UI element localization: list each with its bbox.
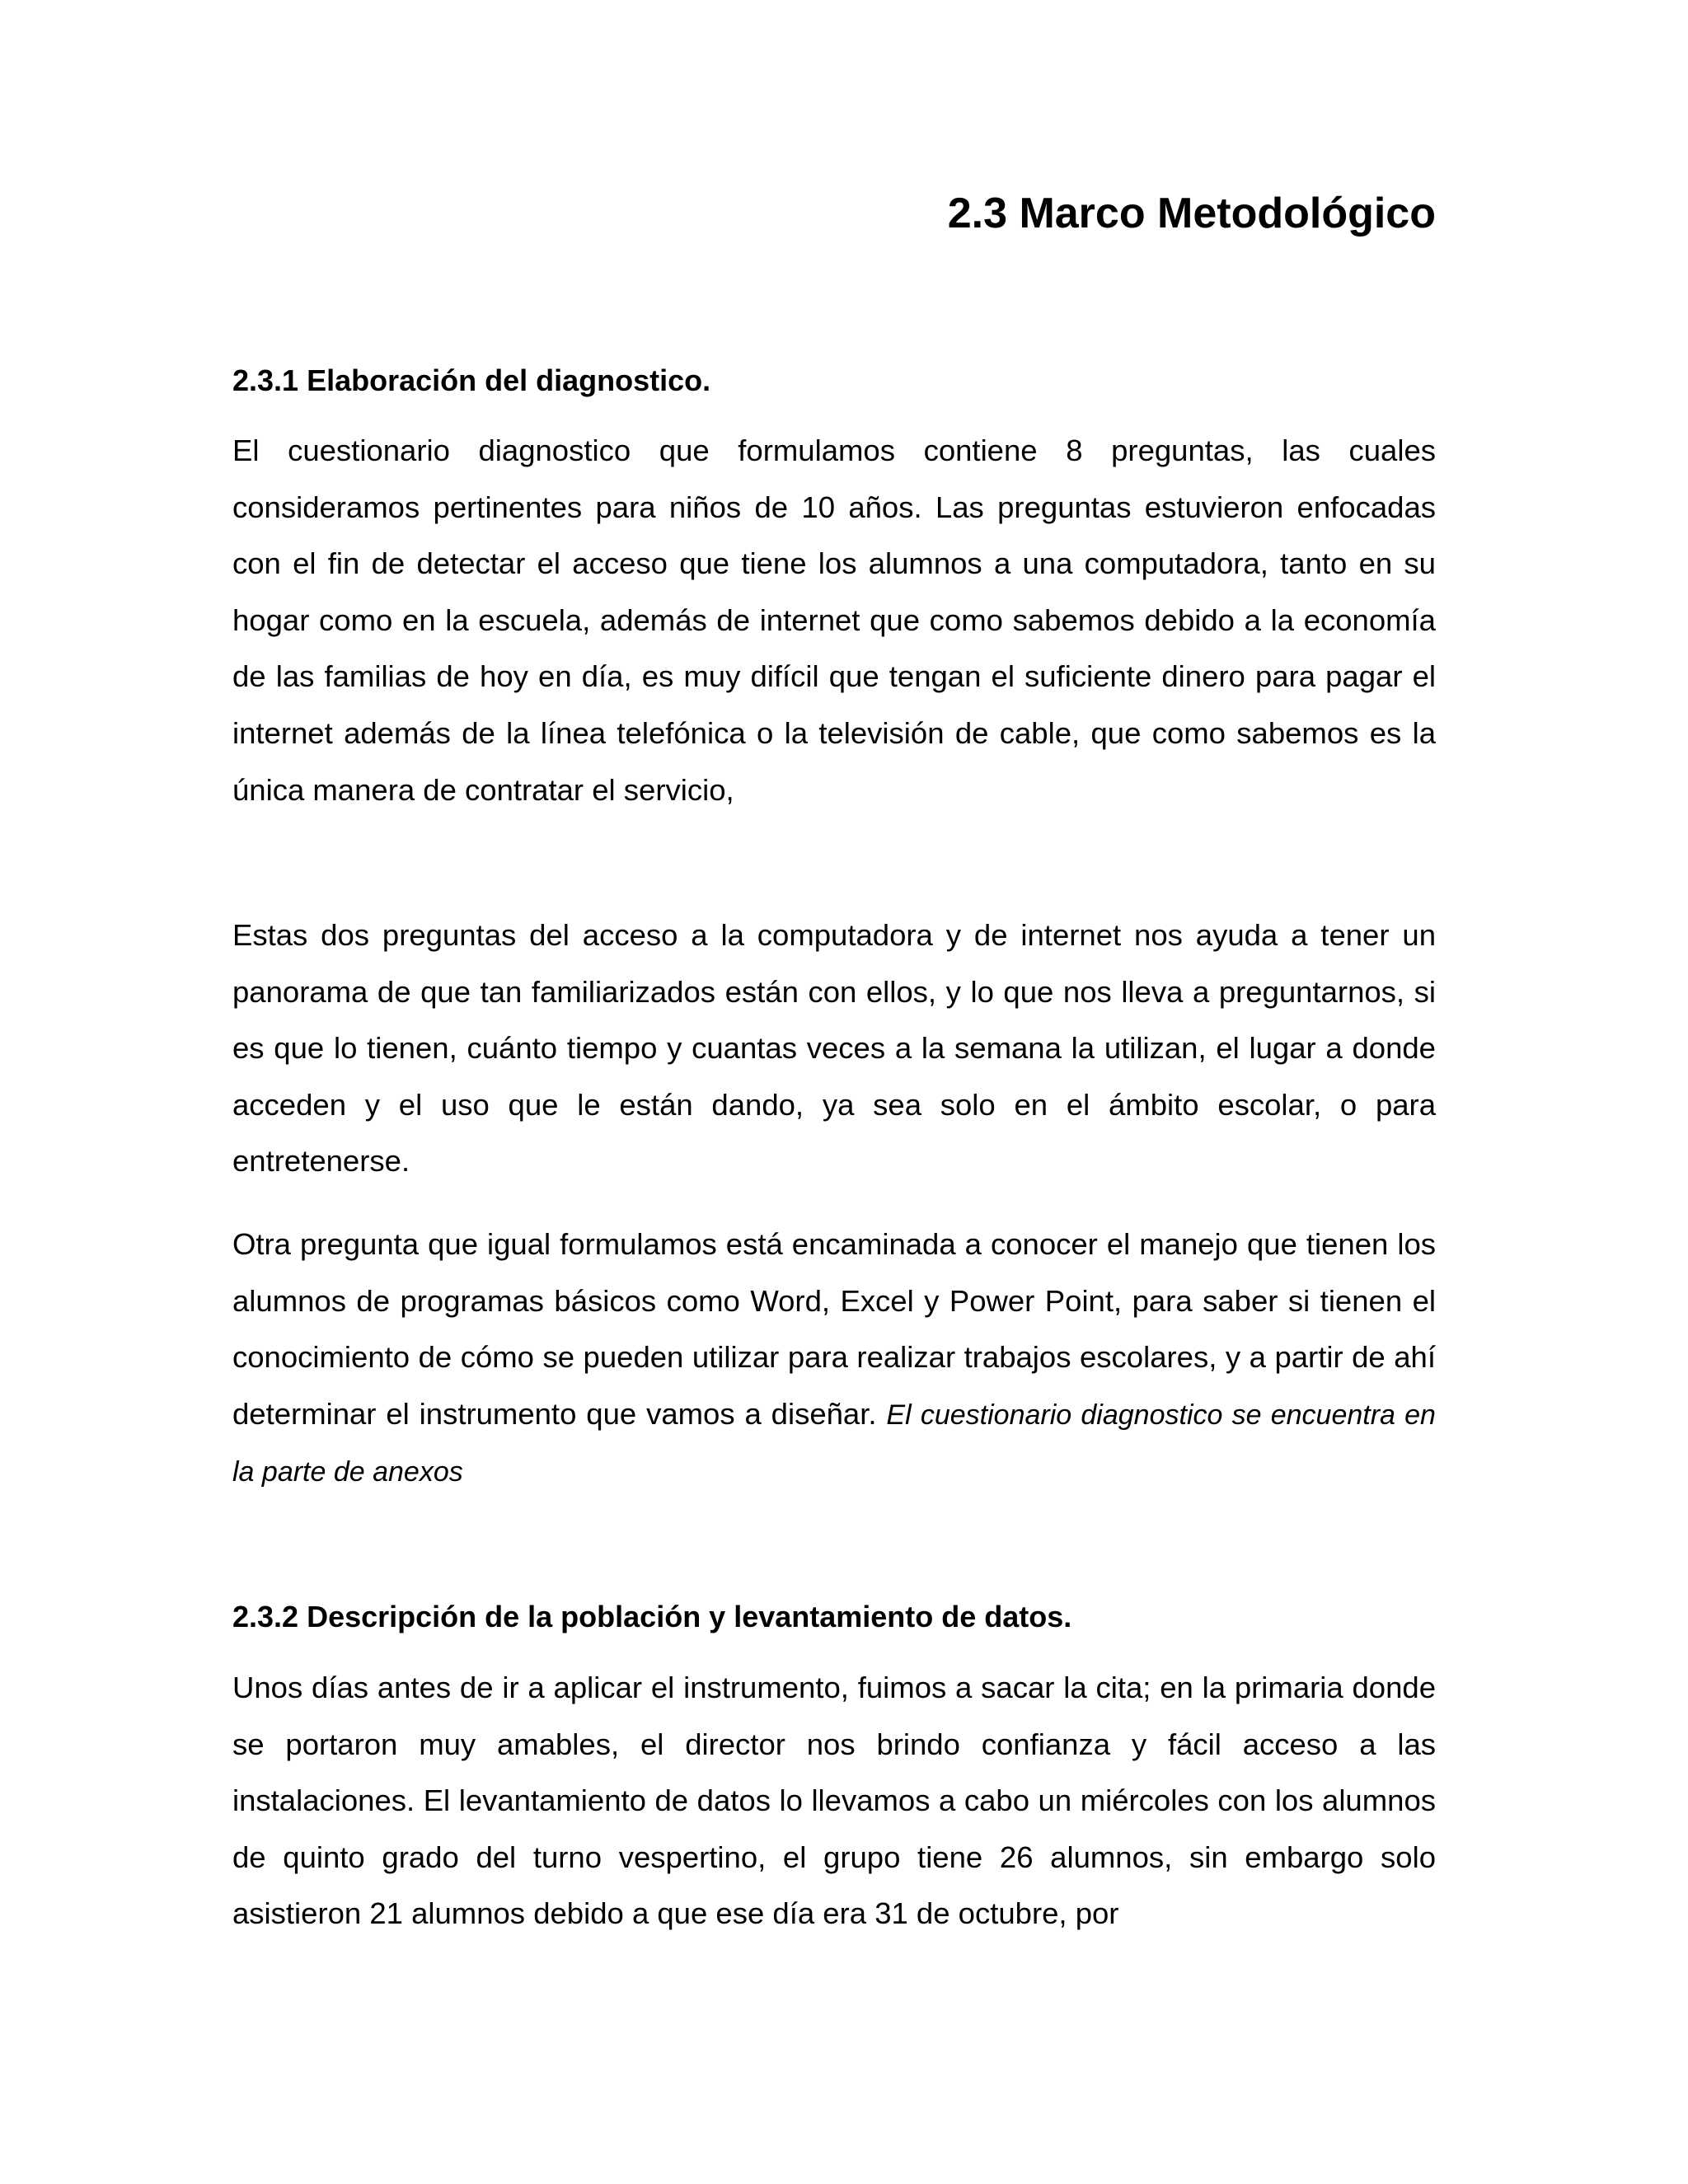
chapter-title: 2.3 Marco Metodológico bbox=[947, 190, 1436, 237]
section-heading-2-3-1: 2.3.1 Elaboración del diagnostico. bbox=[232, 363, 711, 397]
paragraph-2: Estas dos preguntas del acceso a la computadora y de internet nos ayuda a tener un panorama de que tan familiarizados están con ellos, y lo que nos lleva a preguntarnos, si es que lo tienen, cuánto tiempo y cuantas veces a la semana la utilizan, el lugar a donde acceden y el uso que le están dando, ya sea solo en el ámbito escolar, o para entretenerse. bbox=[232, 918, 1436, 1179]
paragraph-4: Unos días antes de ir a aplicar el instrumento, fuimos a sacar la cita; en la primaria donde se portaron muy amables, el director nos brindo confianza y fácil acceso a las instalaciones. El levantamiento de datos lo llevamos a cabo un miércoles con los alumnos de quinto grado del turno vespertino, el grupo tiene 26 alumnos, sin embargo solo asistieron 21 alumnos debido a que ese día era 31 de octubre, por bbox=[232, 1671, 1436, 1931]
annex-note: El cuestionario diagnostico se encuentra en la parte de anexos bbox=[232, 1399, 1436, 1488]
paragraph-3 bbox=[232, 1216, 1436, 1501]
paragraph-3-text: Otra pregunta que igual formulamos está encaminada a conocer el manejo que tienen los alumnos de programas básicos como Word, Excel y Power Point, para saber si tienen el conocimiento de cómo se pueden utilizar para realizar trabajos escolares, y a partir de ahí determinar el instrumento que vamos a diseñar. bbox=[232, 1227, 1436, 1431]
section-heading-2-3-2: 2.3.2 Descripción de la población y levantamiento de datos. bbox=[232, 1600, 1072, 1633]
paragraph-1: El cuestionario diagnostico que formulamos contiene 8 preguntas, las cuales consideramos pertinentes para niños de 10 años. Las preguntas estuvieron enfocadas con el fin de detectar el acceso que tiene los alumnos a una computadora, tanto en su hogar como en la escuela, además de internet que como sabemos debido a la economía de las familias de hoy en día, es muy difícil que tengan el suficiente dinero para pagar el internet además de la línea telefónica o la televisión de cable, que como sabemos es la única manera de contratar el servicio, bbox=[232, 434, 1436, 807]
document-page bbox=[232, 0, 1436, 2184]
